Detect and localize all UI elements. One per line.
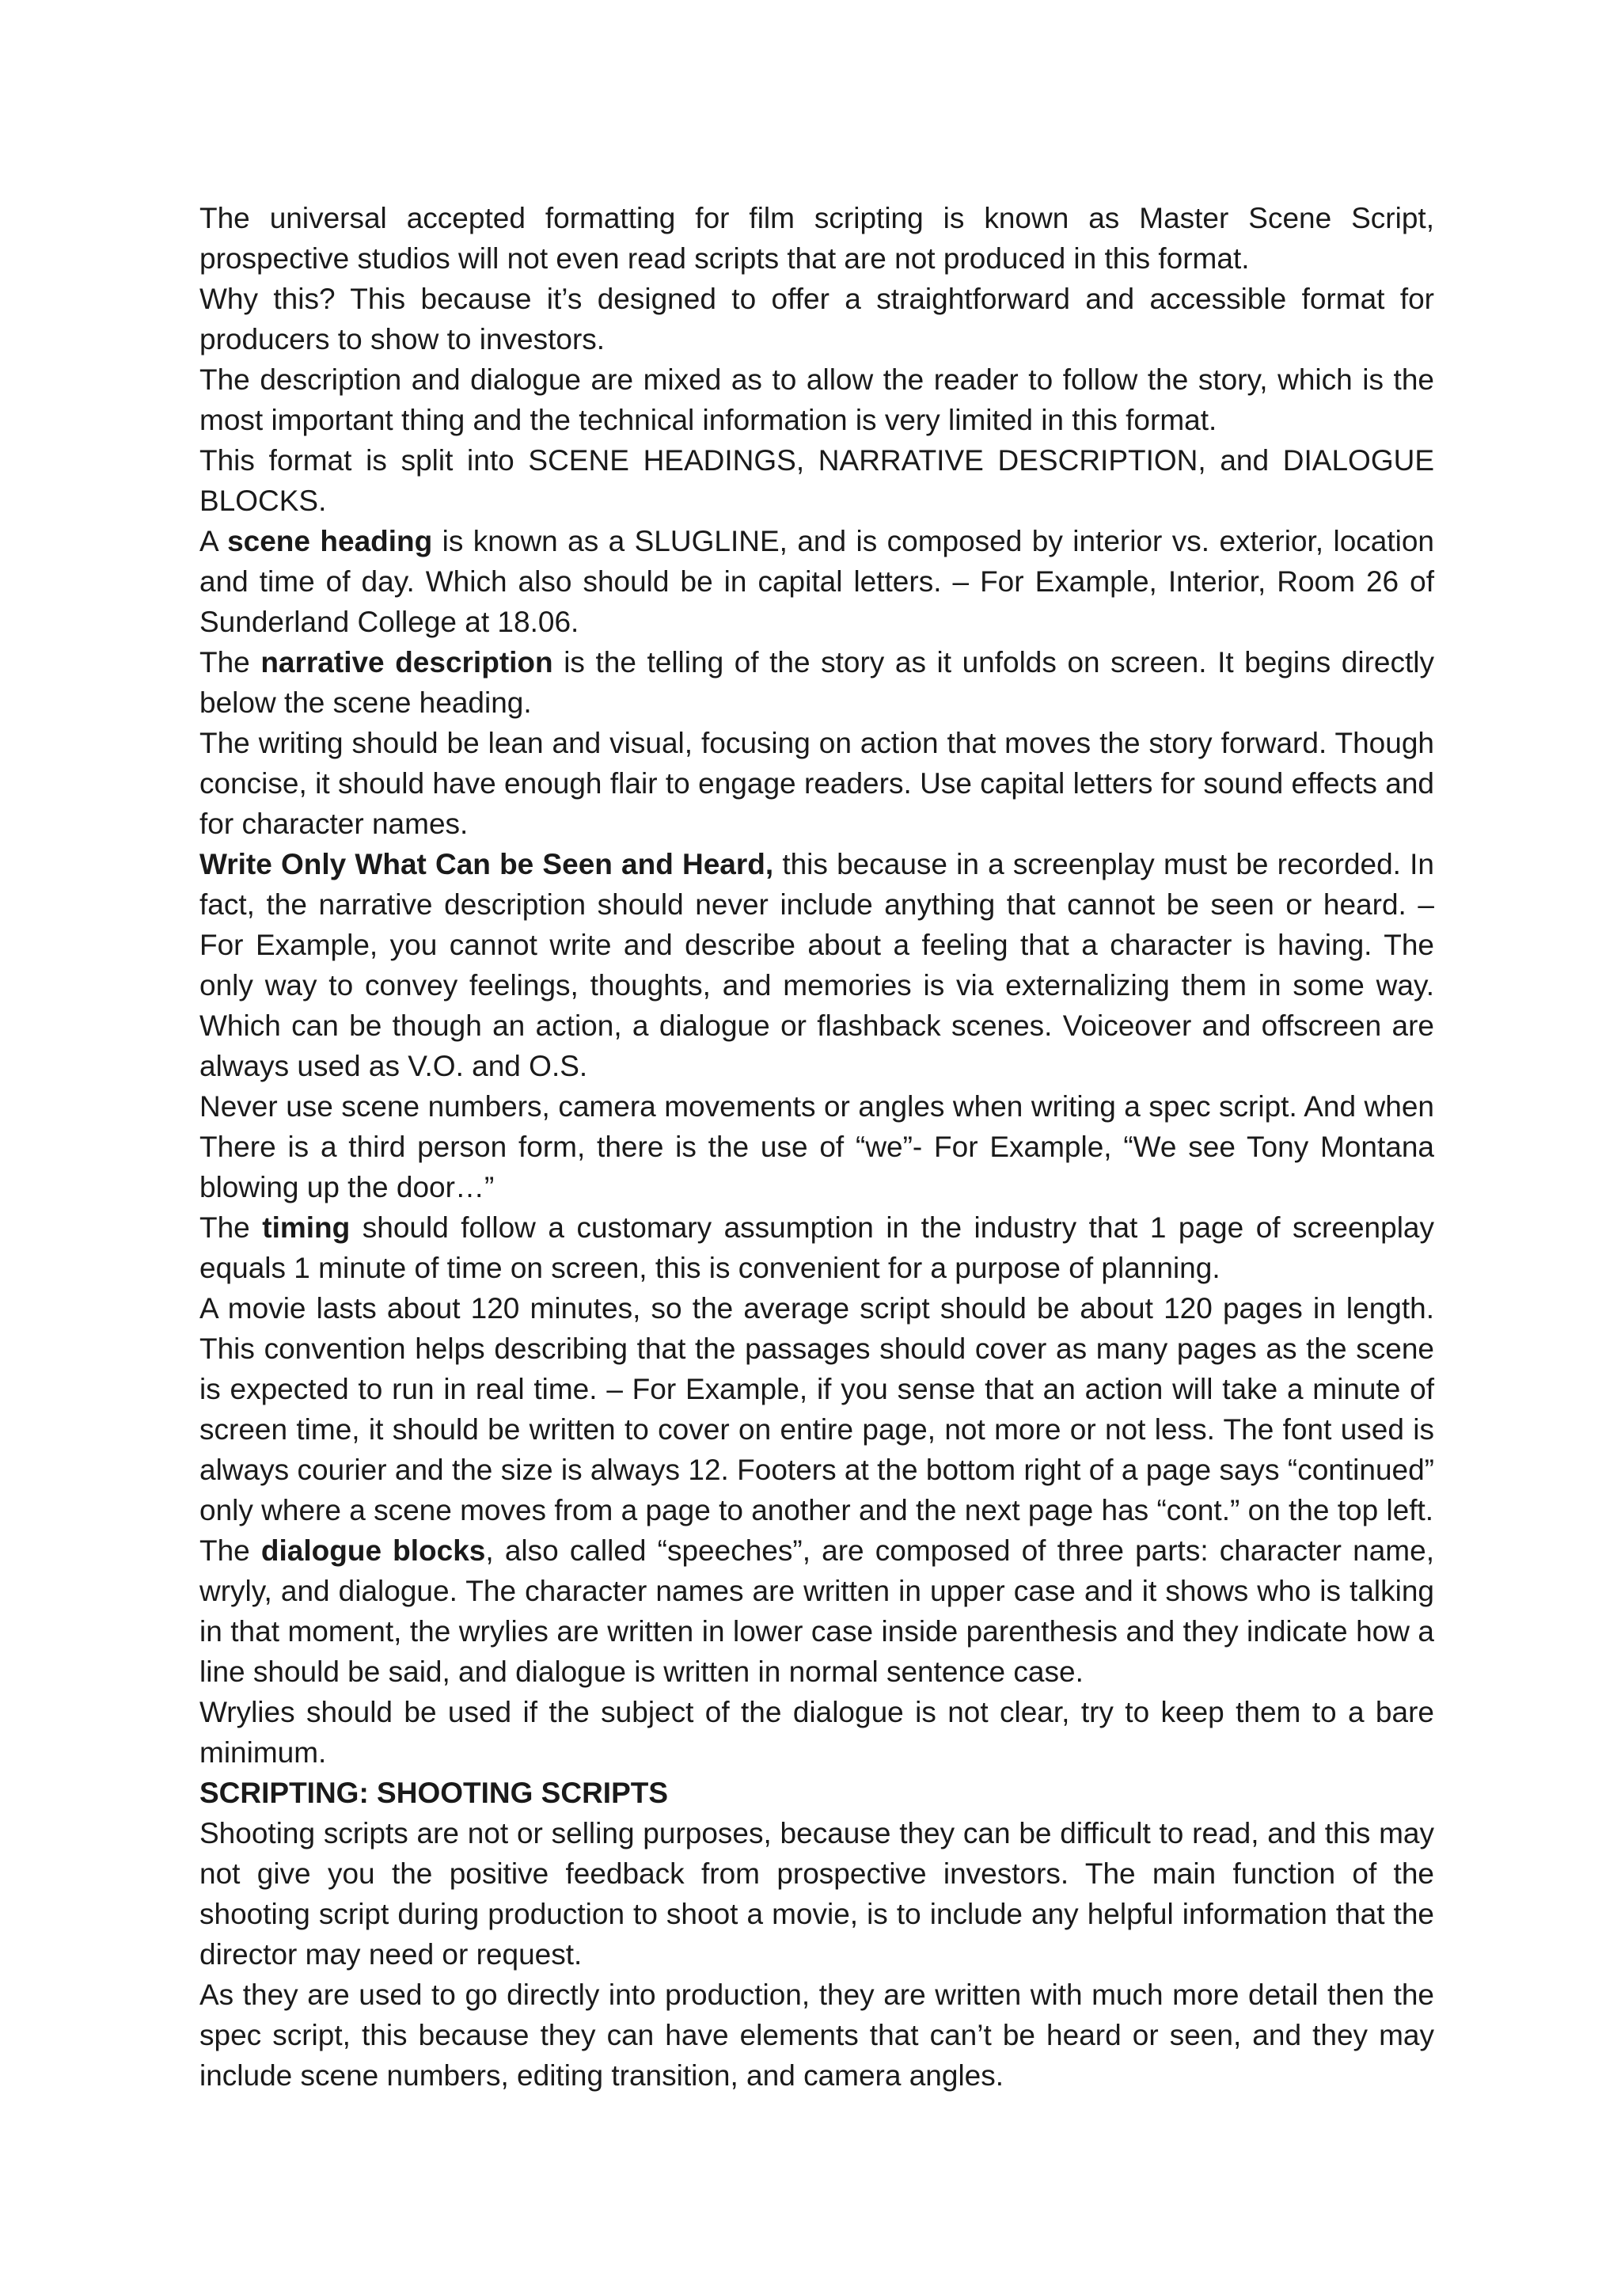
paragraph-description-dialogue: The description and dialogue are mixed as to allow the reader to follow the story, which is the most important thing and the technical information is very limited in this format. xyxy=(199,363,1434,436)
section-heading-shooting-scripts: SCRIPTING: SHOOTING SCRIPTS xyxy=(199,1777,669,1809)
term-timing: timing xyxy=(262,1211,351,1244)
paragraph-narrative-description: The narrative description is the telling of the story as it unfolds on screen. It begins directly below the scene heading. xyxy=(199,646,1434,719)
paragraph-why-this: Why this? This because it’s designed to offer a straightforward and accessible format for producers to show to investors. xyxy=(199,283,1434,355)
term-dialogue-blocks: dialogue blocks xyxy=(260,1534,486,1567)
paragraph-movie-length: A movie lasts about 120 minutes, so the average script should be about 120 pages in length. This convention helps describing that the passages should cover as many pages as the scene is expected to run in real time. – For Example, if you sense that an action will take a minute of screen time, it should be written to cover on entire page, not more or not less. The font used is always courier and the size is always 12. Footers at the bottom right of a page says “continued” only where a scene moves from a page to another and the next page has “cont.” on the top left. xyxy=(199,1292,1434,1526)
paragraph-scene-numbers: Never use scene numbers, camera movements or angles when writing a spec script. And when There is a third person form, there is the use of “we”- For Example, “We see Tony Montana blowing up the door…” xyxy=(199,1090,1434,1203)
paragraph-format-split: This format is split into SCENE HEADINGS, NARRATIVE DESCRIPTION, and DIALOGUE BLOCKS. xyxy=(199,444,1434,517)
paragraph-timing: The timing should follow a customary assumption in the industry that 1 page of screenplay equals 1 minute of time on screen, this is convenient for a purpose of planning. xyxy=(199,1211,1434,1284)
paragraph-dialogue-blocks: The dialogue blocks, also called “speeches”, are composed of three parts: character name, wryly, and dialogue. The character names are written in upper case and it shows who is talking in that moment, the wrylies are written in lower case inside parenthesis and they indicate how a line should be said, and dialogue is written in normal sentence case. xyxy=(199,1534,1434,1688)
paragraph-master-scene-script: The universal accepted formatting for film scripting is known as Master Scene Script, prospective studios will not even read scripts that are not produced in this format. xyxy=(199,202,1434,275)
paragraph-production-detail: As they are used to go directly into production, they are written with much more detail then the spec script, this because they can have elements that can’t be heard or seen, and they may include scene numbers, editing transition, and camera angles. xyxy=(199,1979,1434,2092)
paragraph-writing-lean: The writing should be lean and visual, focusing on action that moves the story forward. Though concise, it should have enough flair to engage readers. Use capital letters for sound effects and for character names. xyxy=(199,727,1434,840)
paragraph-shooting-scripts: Shooting scripts are not or selling purposes, because they can be difficult to read, and this may not give you the positive feedback from prospective investors. The main function of the shooting script during production to shoot a movie, is to include any helpful information that the director may need or request. xyxy=(199,1817,1434,1971)
paragraph-seen-and-heard: Write Only What Can be Seen and Heard, this because in a screenplay must be recorded. In fact, the narrative description should never include anything that cannot be seen or heard. – For Example, you cannot write and describe about a feeling that a character is having. The only way to convey feelings, thoughts, and memories is via externalizing them in some way. Which can be though an action, a dialogue or flashback scenes. Voiceover and offscreen are always used as V.O. and O.S. xyxy=(199,848,1434,1082)
term-seen-and-heard: Write Only What Can be Seen and Heard, xyxy=(199,848,774,880)
document-body xyxy=(199,198,1434,2096)
term-narrative-description: narrative description xyxy=(260,646,553,679)
term-scene-heading: scene heading xyxy=(227,525,433,557)
paragraph-wrylies: Wrylies should be used if the subject of the dialogue is not clear, try to keep them to a bare minimum. xyxy=(199,1696,1434,1769)
paragraph-scene-heading: A scene heading is known as a SLUGLINE, and is composed by interior vs. exterior, location and time of day. Which also should be in capital letters. – For Example, Interior, Room 26 of Sunderland College at 18.06. xyxy=(199,525,1434,638)
